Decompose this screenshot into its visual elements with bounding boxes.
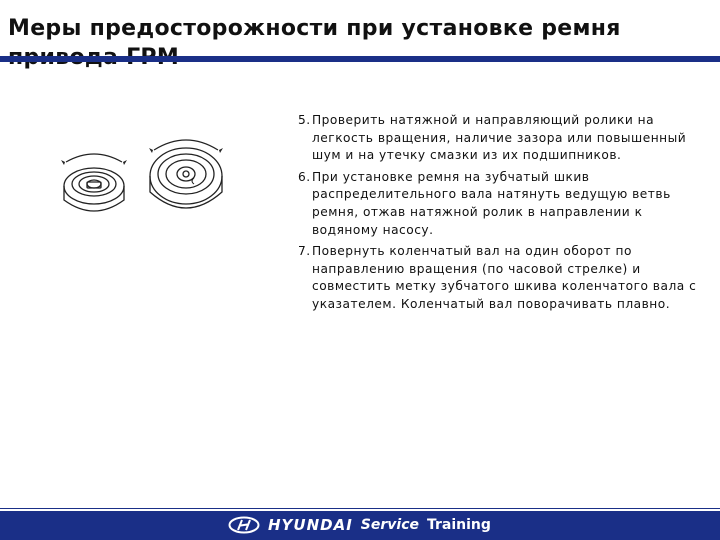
- step-text: Повернуть коленчатый вал на один оборот по направлению вращения (по часовой стрелке) и совместить метку зубчатого шкива коленчатого вала с указателем. Коленчатый вал поворачивать плавно.: [312, 244, 697, 311]
- step-number: 7.: [298, 244, 311, 259]
- title-underline: [0, 56, 720, 62]
- footer-divider: [0, 508, 720, 509]
- step-number: 6.: [298, 169, 311, 184]
- brand-name: HYUNDAI: [268, 516, 353, 534]
- hyundai-logo-icon: [228, 516, 260, 534]
- step-item: [298, 169, 698, 239]
- step-number: 5.: [298, 113, 311, 127]
- step-item: [298, 243, 698, 313]
- steps-list: [298, 112, 698, 318]
- step-text: При установке ремня на зубчатый шкив распределительного вала натянуть ведущую ветвь ремня, отжав натяжной ролик в направлении к водяному насосу.: [312, 169, 671, 237]
- pulley-tensioner-icon: [61, 154, 127, 211]
- step-item: [298, 112, 698, 165]
- slide-title: Меры предосторожности при установке ремня: [8, 16, 621, 41]
- pulleys-illustration: [56, 128, 246, 228]
- pulley-idler-icon: [149, 140, 223, 208]
- footer-brand: [228, 514, 491, 536]
- brand-service: Service: [360, 517, 419, 533]
- brand-training: Training: [427, 517, 491, 533]
- step-text: Проверить натяжной и направляющий ролики на легкость вращения, наличие зазора или повышенный шум и на утечку смазки из их подшипников.: [312, 113, 687, 163]
